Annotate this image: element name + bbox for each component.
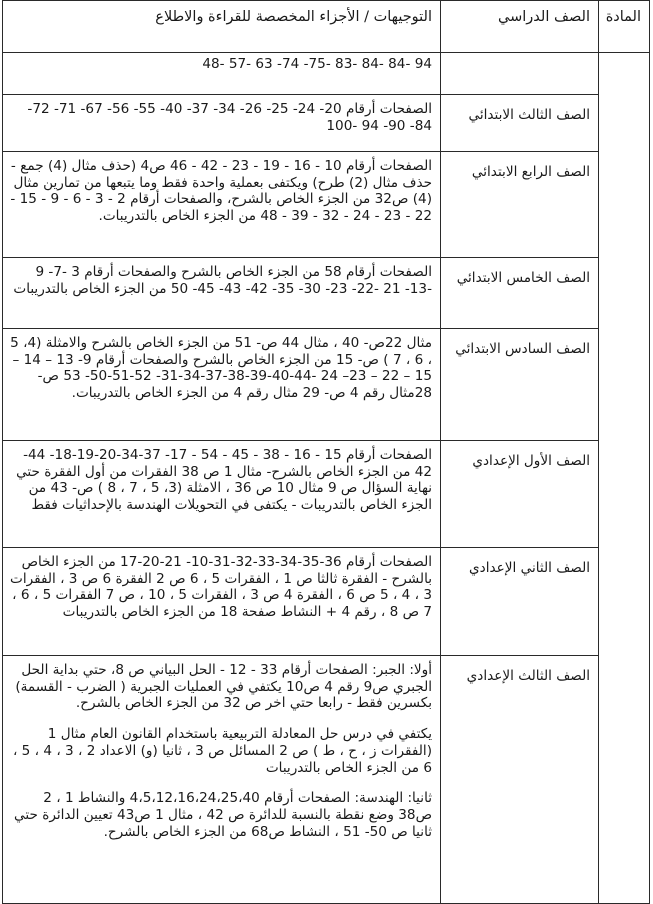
notes-text: الصفحات أرقام 36-35-34-33-32-31-10- 21-20-17 من الجزء الخاص بالشرح - الفقرة ثالثا ص 1 ، الفقرات 5 ، 6 ص 2 الفقرة 6 ص 3 ، الفقرات 3 ، 4 ، 5 ص 6 ، الفقرة 4 ص 3 ، الفقرات 5 ، 10 ، ص 7 الفقرات 5 ، 6 ، 7 ص 8 ، رقم 4 + النشاط صفحة 18 من الجزء الخاص بالتدريبات: [10, 554, 432, 621]
notes-cell: [3, 329, 441, 441]
table-row: [3, 329, 650, 441]
table-header-row: [3, 1, 650, 53]
notes-text: مثال 22ص- 40 ، مثال 44 ص- 51 من الجزء الخاص بالشرح والامثلة (4، 5 ، 6 ، 7 ) ص- 15 من الجزء الخاص بالشرح والصفحات أرقام 9- 13 – 14 – 15 – 22 – 23– 24 -44-40-39-38-37-34-31- 52-51-50- 53 ص- 28مثال رقم 4 ص- 29 مثال رقم 4 من الجزء الخاص بالتدريبات.: [10, 335, 432, 402]
curriculum-table: [2, 0, 650, 904]
table-row: [3, 95, 650, 152]
table-row: [3, 258, 650, 329]
notes-cell: [3, 441, 441, 548]
table-row: [3, 441, 650, 548]
notes-cell: [3, 95, 441, 152]
header-subject: المادة: [599, 1, 650, 53]
grade-cell: الصف الخامس الابتدائي: [441, 258, 599, 329]
notes-text: أولا: الجبر: الصفحات أرقام 33 - 12 - الحل البياني ص 8، حتي بداية الحل الجبري ص9 رقم 4 ص10 يكتفي في العمليات الجبرية ( الضرب - القسمة) بكسرين فقط - رابعا حتي اخر ص 32 من الجزء الخاص بالشرح.: [15, 662, 432, 712]
grade-cell: [441, 53, 599, 95]
notes-text: الصفحات أرقام 20- 24- 25- 26- 34- 37- 40- 55- 56- 67- 71- 72- 84- 90- 94 -100: [27, 101, 432, 134]
header-notes: التوجيهات / الأجزاء المخصصة للقراءة والاطلاع: [3, 1, 441, 53]
notes-cell: [3, 656, 441, 904]
header-grade: الصف الدراسي: [441, 1, 599, 53]
grade-cell: الصف الرابع الابتدائي: [441, 152, 599, 258]
table-row: [3, 53, 650, 95]
grade-cell: الصف السادس الابتدائي: [441, 329, 599, 441]
grade-cell: الصف الثالث الإعدادي: [441, 656, 599, 904]
table-row: [3, 656, 650, 904]
table-row: [3, 152, 650, 258]
notes-cell: [3, 258, 441, 329]
grade-cell: الصف الثالث الابتدائي: [441, 95, 599, 152]
subject-cell: [599, 53, 650, 904]
notes-cell: [3, 548, 441, 656]
table-row: [3, 548, 650, 656]
notes-text: يكتفي في درس حل المعادلة التربيعية باستخدام القانون العام مثال 1 (الفقرات ز ، ح ، ط ) ص 2 المسائل ص 3 ، ثانيا (و) الاعداد 2 ، 3 ، 4 ، 5 ، 6 من الجزء الخاص بالتدريبات: [12, 726, 432, 776]
grade-cell: الصف الثاني الإعدادي: [441, 548, 599, 656]
notes-text: الصفحات أرقام 58 من الجزء الخاص بالشرح والصفحات أرقام 3 -7- 9 -13- 21 -22- 23- 30- 35- 42- 43- 45- 50 من الجزء الخاص بالتدريبات: [13, 264, 432, 297]
notes-text: 94 -84 -84 -83 -75- 74- 63 -57 -48: [202, 56, 432, 72]
grade-cell: الصف الأول الإعدادي: [441, 441, 599, 548]
notes-text: الصفحات أرقام 15 - 16 - 38 - 45 - 54 - 17- 37-34-20-19-18- 44-42 من الجزء الخاص بالشرح- مثال 1 ص 38 الفقرات من أول الفقرة حتي نهاية السؤال ص 9 مثال 10 ص 36 ، الامثلة (3، 5 ، 7 ، 8 ) ص- 43 من الجزء الخاص بالتدريبات - يكتفى في التحويلات الهندسة بالإحداثيات فقط: [16, 447, 432, 514]
notes-cell: [3, 152, 441, 258]
notes-cell: [3, 53, 441, 95]
notes-text: ثانيا: الهندسة: الصفحات أرقام 4،5،12،16،24،25،40 والنشاط 1 ، 2 ص38 وضع نقطة بالنسبة للدائرة ص 42 ، مثال 1 ص43 تعيين الدائرة حتي ثانيا ص 50- 51 ، النشاط ص68 من الجزء الخاص بالشرح.: [14, 790, 432, 840]
notes-text: الصفحات أرقام 10 - 16 - 19 - 23 - 42 - 46 ص4 (حذف مثال (4) جمع - حذف مثال (2) طرح) ويكتفى بعملية واحدة فقط وما يتبعها من تمارين مثال (4) ص32 من الجزء الخاص بالشرح، والصفحات أرقام 2 - 3 - 6 - 9 - 15 - 22 - 23 - 24 - 32 - 39 - 48 من الجزء الخاص بالتدريبات.: [10, 158, 432, 225]
